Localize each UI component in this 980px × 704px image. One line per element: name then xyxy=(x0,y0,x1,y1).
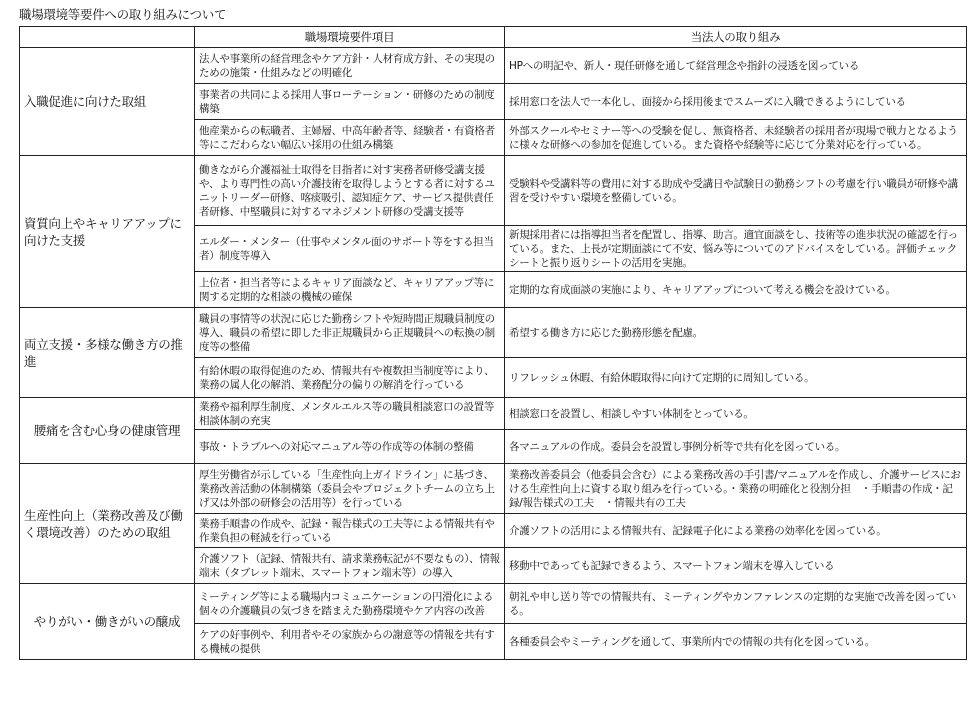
effort-cell: 移動中であっても記録できるよう、スマートフォン端末を導入している xyxy=(505,548,967,584)
header-effort: 当法人の取り組み xyxy=(505,27,967,48)
workplace-requirements-table xyxy=(19,26,967,660)
effort-cell: 介護ソフトの活用による情報共有、記録電子化による業務の効率化を図っている。 xyxy=(505,514,967,548)
table-row xyxy=(20,308,967,358)
effort-cell: 相談窓口を設置し、相談しやすい体制をとっている。 xyxy=(505,398,967,430)
item-cell: 他産業からの転職者、主婦層、中高年齢者等、経験者・有資格者等にこだわらない幅広い採用の仕組み構築 xyxy=(195,120,505,156)
item-cell: 有給休暇の取得促進のため、情報共有や複数担当制度等により、業務の属人化の解消、業務配分の偏りの解消を行っている xyxy=(195,358,505,398)
category-cell: やりがい・働きがいの醸成 xyxy=(20,584,195,660)
table-row xyxy=(20,398,967,430)
effort-cell: 採用窓口を法人で一本化し、面接から採用後までスムーズに入職できるようにしている xyxy=(505,84,967,120)
effort-cell: 希望する働き方に応じた勤務形態を配慮。 xyxy=(505,308,967,358)
item-cell: 法人や事業所の経営理念やケア方針・人材育成方針、その実現のための施策・仕組みなどの明確化 xyxy=(195,48,505,84)
item-cell: ケアの好事例や、利用者やその家族からの謝意等の情報を共有する機械の提供 xyxy=(195,624,505,660)
table-row xyxy=(20,584,967,624)
item-cell: 業務や福利厚生制度、メンタルエルス等の職員相談窓口の設置等相談体制の充実 xyxy=(195,398,505,430)
item-cell: 職員の事情等の状況に応じた勤務シフトや短時間正規職員制度の導入、職員の希望に即した非正規職員から正規職員への転換の制度等の整備 xyxy=(195,308,505,358)
table-row xyxy=(20,156,967,226)
category-cell: 入職促進に向けた取組 xyxy=(20,48,195,156)
item-cell: エルダー・メンター（仕事やメンタル面のサポート等をする担当者）制度等導入 xyxy=(195,226,505,272)
effort-cell: HPへの明記や、新人・現任研修を通して経営理念や指針の浸透を図っている xyxy=(505,48,967,84)
effort-cell: 新規採用者には指導担当者を配置し、指導、助言。適宜面談をし、技術等の進歩状況の確認を行っている。また、上長が定期面談にて不安、悩み等についてのアドバイスをしている。評価チェックシートと振り返りシートの活用を実施。 xyxy=(505,226,967,272)
table-row xyxy=(20,48,967,84)
page-title: 職場環境等要件への取り組みについて xyxy=(19,7,227,22)
effort-cell: 受験料や受講料等の費用に対する助成や受講日や試験日の勤務シフトの考慮を行い職員が研修や講習を受けやすい環境を整備している。 xyxy=(505,156,967,226)
effort-cell: 外部スクールやセミナー等への受験を促し、無資格者、未経験者の採用者が現場で戦力となるように様々な研修への参加を促進している。また資格や経験等に応じて分業対応を行っている。 xyxy=(505,120,967,156)
item-cell: 事業者の共同による採用人事ローテーション・研修のための制度構築 xyxy=(195,84,505,120)
header-item: 職場環境要件項目 xyxy=(195,27,505,48)
effort-cell: 定期的な育成面談の実施により、キャリアアップについて考える機会を設けている。 xyxy=(505,272,967,308)
effort-cell: 各種委員会やミーティングを通して、事業所内での情報の共有化を図っている。 xyxy=(505,624,967,660)
item-cell: 業務手順書の作成や、記録・報告様式の工夫等による情報共有や作業負担の軽減を行っている xyxy=(195,514,505,548)
category-cell: 資質向上やキャリアアップに向けた支援 xyxy=(20,156,195,308)
effort-cell: 各マニュアルの作成。委員会を設置し事例分析等で共有化を図っている。 xyxy=(505,430,967,464)
item-cell: 事故・トラブルへの対応マニュアル等の作成等の体制の整備 xyxy=(195,430,505,464)
effort-cell: リフレッシュ休暇、有給休暇取得に向けて定期的に周知している。 xyxy=(505,358,967,398)
effort-cell: 朝礼や申し送り等での情報共有、ミーティングやカンファレンスの定期的な実施で改善を図っている。 xyxy=(505,584,967,624)
table-row xyxy=(20,464,967,514)
effort-cell: 業務改善委員会（他委員会含む）による業務改善の手引書/マニュアルを作成し、介護サービスにおける生産性向上に資する取り組みを行っている。・業務の明確化と役割分担 ・手順書の作成・記録/報告様式の工夫 ・情報共有の工夫 xyxy=(505,464,967,514)
category-cell: 生産性向上（業務改善及び働く環境改善）のための取組 xyxy=(20,464,195,584)
category-cell: 腰痛を含む心身の健康管理 xyxy=(20,398,195,464)
category-cell: 両立支援・多様な働き方の推進 xyxy=(20,308,195,398)
item-cell: 介護ソフト（記録、情報共有、請求業務転記が不要なもの）、情報端末（タブレット端末、スマートフォン端末等）の導入 xyxy=(195,548,505,584)
item-cell: 働きながら介護福祉士取得を目指者に対す実務者研修受講支援や、より専門性の高い介護技術を取得しようとする者に対するユニットリーダー研修、喀痰吸引、認知症ケア、サービス提供責任者研修、中堅職員に対するマネジメント研修の受講支援等 xyxy=(195,156,505,226)
item-cell: 厚生労働省が示している「生産性向上ガイドライン」に基づき、業務改善活動の体制構築（委員会やプロジェクトチームの立ち上げ又は外部の研修会の活用等）を行っている xyxy=(195,464,505,514)
item-cell: ミーティング等による職場内コミュニケーションの円滑化による個々の介護職員の気づきを踏まえた勤務環境やケア内容の改善 xyxy=(195,584,505,624)
header-category xyxy=(20,27,195,48)
table-header-row xyxy=(20,27,967,48)
item-cell: 上位者・担当者等によるキャリア面談など、キャリアアップ等に関する定期的な相談の機械の確保 xyxy=(195,272,505,308)
